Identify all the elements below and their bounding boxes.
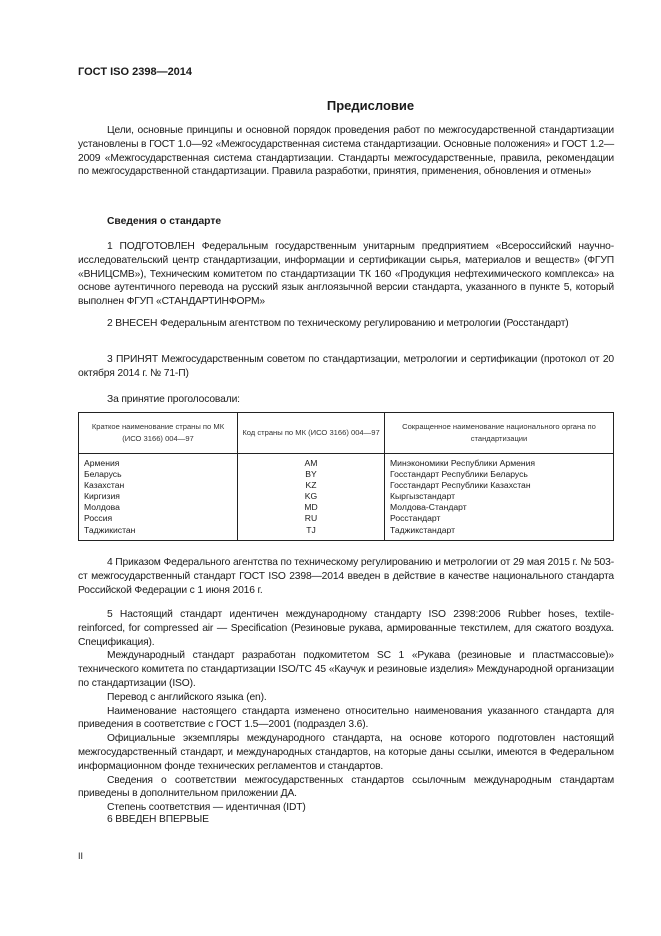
item-5-paragraph bbox=[78, 691, 614, 705]
table-cell: BY bbox=[305, 469, 317, 480]
table-cell: RU bbox=[304, 513, 318, 524]
table-header: Сокращенное наименование национального органа по стандартизации bbox=[385, 413, 614, 454]
item-5-text: Международный стандарт разработан подкомитетом SC 1 «Рукава (резиновые и пластмассовые)» технического комитета по стандартизации ISO/TC 45 «Каучук и резиновые изделия» Международной организации по стандартизации (ISO). bbox=[78, 650, 614, 689]
item-2 bbox=[78, 317, 614, 331]
intro-paragraph bbox=[78, 124, 614, 179]
page-title: Предисловие bbox=[326, 98, 415, 113]
item-5-text: Наименование настоящего стандарта изменено относительно наименования указанного стандарта для приведения в соответствие с ГОСТ 1.5—2001 (подраздел 3.6). bbox=[78, 705, 614, 731]
item-5-text: Перевод с английского языка (en). bbox=[107, 691, 267, 703]
table-header-row bbox=[79, 413, 614, 454]
document-header: ГОСТ ISO 2398—2014 bbox=[78, 66, 193, 78]
table-header: Краткое наименование страны по МК (ИСО 3166) 004—97 bbox=[79, 413, 238, 454]
item-5-paragraph bbox=[78, 732, 614, 773]
item-5-paragraph bbox=[78, 608, 614, 649]
table-cell: Госстандарт Республики Казахстан bbox=[390, 480, 531, 491]
table-cell: AM bbox=[304, 458, 318, 468]
item-5-paragraph bbox=[78, 705, 614, 733]
table-cell: Минэкономики Республики Армения bbox=[390, 458, 536, 468]
table-cell: TJ bbox=[306, 524, 316, 535]
country-column bbox=[79, 454, 238, 541]
table-cell: Киргизия bbox=[84, 491, 120, 502]
section-title: Сведения о стандарте bbox=[107, 216, 222, 227]
agency-column bbox=[385, 454, 614, 541]
item-5-text: Степень соответствия — идентичная (IDT) bbox=[107, 802, 306, 814]
table-cell: Кыргызстандарт bbox=[390, 491, 456, 502]
item-5-paragraph bbox=[78, 774, 614, 802]
voted-label bbox=[78, 393, 614, 407]
item-4 bbox=[78, 556, 614, 597]
voting-table bbox=[78, 412, 614, 541]
item-5 bbox=[78, 608, 614, 815]
code-column bbox=[238, 454, 385, 541]
item-3-text: 3 ПРИНЯТ Межгосударственным советом по стандартизации, метрологии и сертификации (протокол от 20 октября 2014 г. № 71-П) bbox=[78, 354, 614, 379]
table-cell: Госстандарт Республики Беларусь bbox=[390, 469, 528, 480]
item-4-text: 4 Приказом Федерального агентства по техническому регулированию и метрологии от 29 мая 2015 г. № 503-ст межгосударственный стандарт ГОСТ ISO 2398—2014 введен в действие в качестве национального стандарта Российской Федерации с 1 июня 2016 г. bbox=[78, 557, 614, 596]
item-5-text: 5 Настоящий стандарт идентичен международному стандарту ISO 2398:2006 Rubber hoses, textile-reinforced, for compressed air — Specification (Резиновые рукава, армированные текстилем, для сжатого воздуха. Спецификация). bbox=[78, 609, 614, 648]
item-5-paragraph bbox=[78, 649, 614, 690]
item-5-text: Официальные экземпляры международного стандарта, на основе которого подготовлен настоящий межгосударственный стандарт, и международных стандартов, на которые даны ссылки, имеются в Федеральном информационном фонде технических регламентов и стандартов. bbox=[78, 733, 614, 772]
table-cell: Казахстан bbox=[84, 480, 125, 491]
table-cell: Россия bbox=[84, 513, 113, 524]
table-cell: Беларусь bbox=[84, 469, 122, 480]
table-cell: Молдова-Стандарт bbox=[390, 502, 467, 513]
item-5-text: Сведения о соответствии межгосударственных стандартов ссылочным международным стандартам приведены в дополнительном приложении ДА. bbox=[78, 774, 614, 800]
item-6 bbox=[78, 813, 614, 827]
table-body bbox=[79, 454, 614, 541]
table-cell: Таджикистан bbox=[84, 524, 136, 535]
item-3 bbox=[78, 353, 614, 381]
table-cell: KZ bbox=[305, 480, 317, 491]
table-cell: Росстандарт bbox=[390, 513, 441, 524]
page-number: II bbox=[78, 851, 84, 861]
item-1-text: 1 ПОДГОТОВЛЕН Федеральным государственным унитарным предприятием «Всероссийский научно-исследовательский центр стандартизации, информации и сертификации сырья, материалов и веществ» (ФГУП «ВНИЦСМВ»), Техническим комитетом по стандартизации ТК 160 «Продукция нефтехимического комплекса» на основе аутентичного перевода на русский язык англоязычной версии стандарта, указанного в пункте 5, который выполнен ФГУП «СТАНДАРТИНФОРМ» bbox=[78, 241, 614, 308]
intro-text: Цели, основные принципы и основной порядок проведения работ по межгосударственной стандартизации установлены в ГОСТ 1.0—92 «Межгосударственная система стандартизации. Основные положения» и ГОСТ 1.2—2009 «Межгосударственная система стандартизации. Стандарты межгосударственные, правила, рекомендации по межгосударственной стандартизации. Правила разработки, принятия, применения, обновления и отмены» bbox=[78, 125, 614, 178]
table-cell: MD bbox=[304, 502, 318, 513]
table-header: Код страны по МК (ИСО 3166) 004—97 bbox=[238, 413, 385, 454]
table-cell: Таджикстандарт bbox=[390, 524, 456, 535]
item-6-text: 6 ВВЕДЕН ВПЕРВЫЕ bbox=[107, 814, 209, 825]
item-2-text: 2 ВНЕСЕН Федеральным агентством по техническому регулированию и метрологии (Росстандарт) bbox=[107, 318, 569, 329]
table-cell: Молдова bbox=[84, 502, 120, 513]
item-1 bbox=[78, 240, 614, 309]
table-cell: KG bbox=[304, 491, 318, 502]
table-cell: Армения bbox=[84, 458, 120, 468]
voted-text: За принятие проголосовали: bbox=[107, 394, 240, 405]
